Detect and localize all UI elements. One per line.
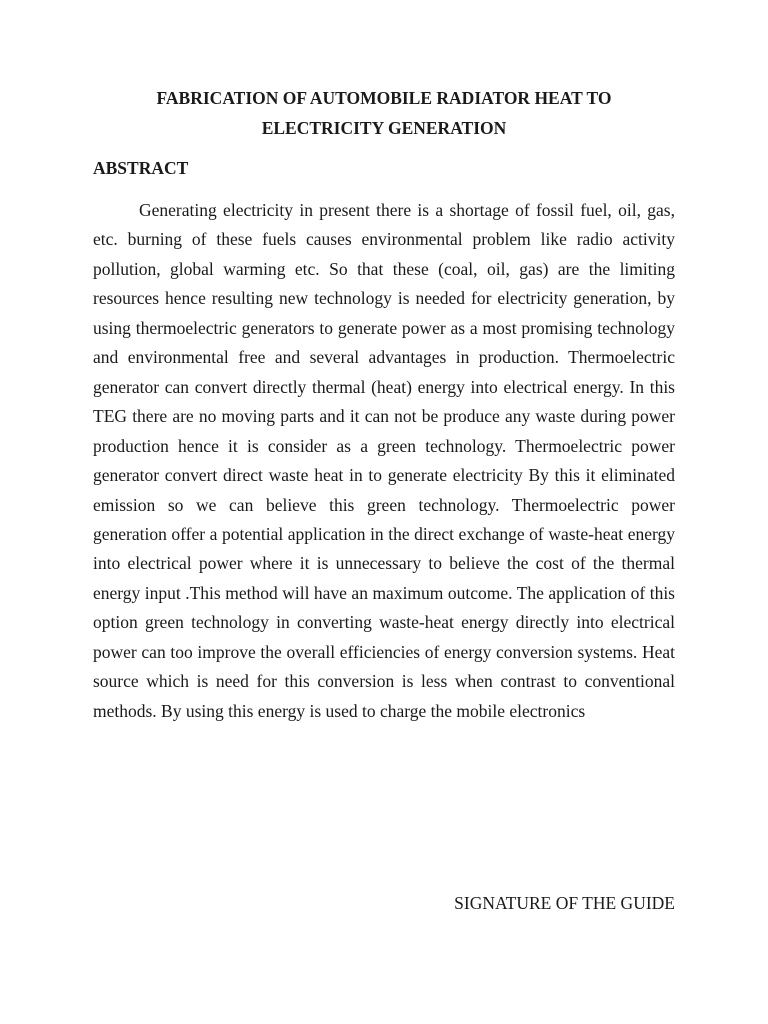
title-line-1: FABRICATION OF AUTOMOBILE RADIATOR HEAT TO [156,88,612,108]
abstract-heading: ABSTRACT [93,158,189,178]
signature-label: SIGNATURE OF THE GUIDE [454,893,675,913]
title-line-2: ELECTRICITY GENERATION [261,117,507,138]
abstract-paragraph: Generating electricity in present there is a shortage of fossil fuel, oil, gas, etc. burning of these fuels causes environmental problem like radio activity pollution, global warming etc. So that these (coal, oil, gas) are the limiting resources hence resulting new technology is needed for electricity generation, by using thermoelectric generators to generate power as a most promising technology and environmental free and several advantages in production. Thermoelectric generator can convert directly thermal (heat) energy into electrical energy. In this TEG there are no moving parts and it can not be produce any waste during power production hence it is consider as a green technology. Thermoelectric power generator convert direct waste heat in to generate electricity By this it eliminated emission so we can believe this green technology. Thermoelectric power generation offer a potential application in the direct exchange of waste-heat energy into electrical power where it is unnecessary to believe the cost of the thermal energy input .This method will have an maximum outcome. The application of this option green technology in converting waste-heat energy directly into electrical power can too improve the overall efficiencies of energy conversion systems. Heat source which is need for this conversion is less when contrast to conventional methods. By using this energy is used to charge the mobile electronics [93,200,675,721]
document-title [93,84,675,143]
